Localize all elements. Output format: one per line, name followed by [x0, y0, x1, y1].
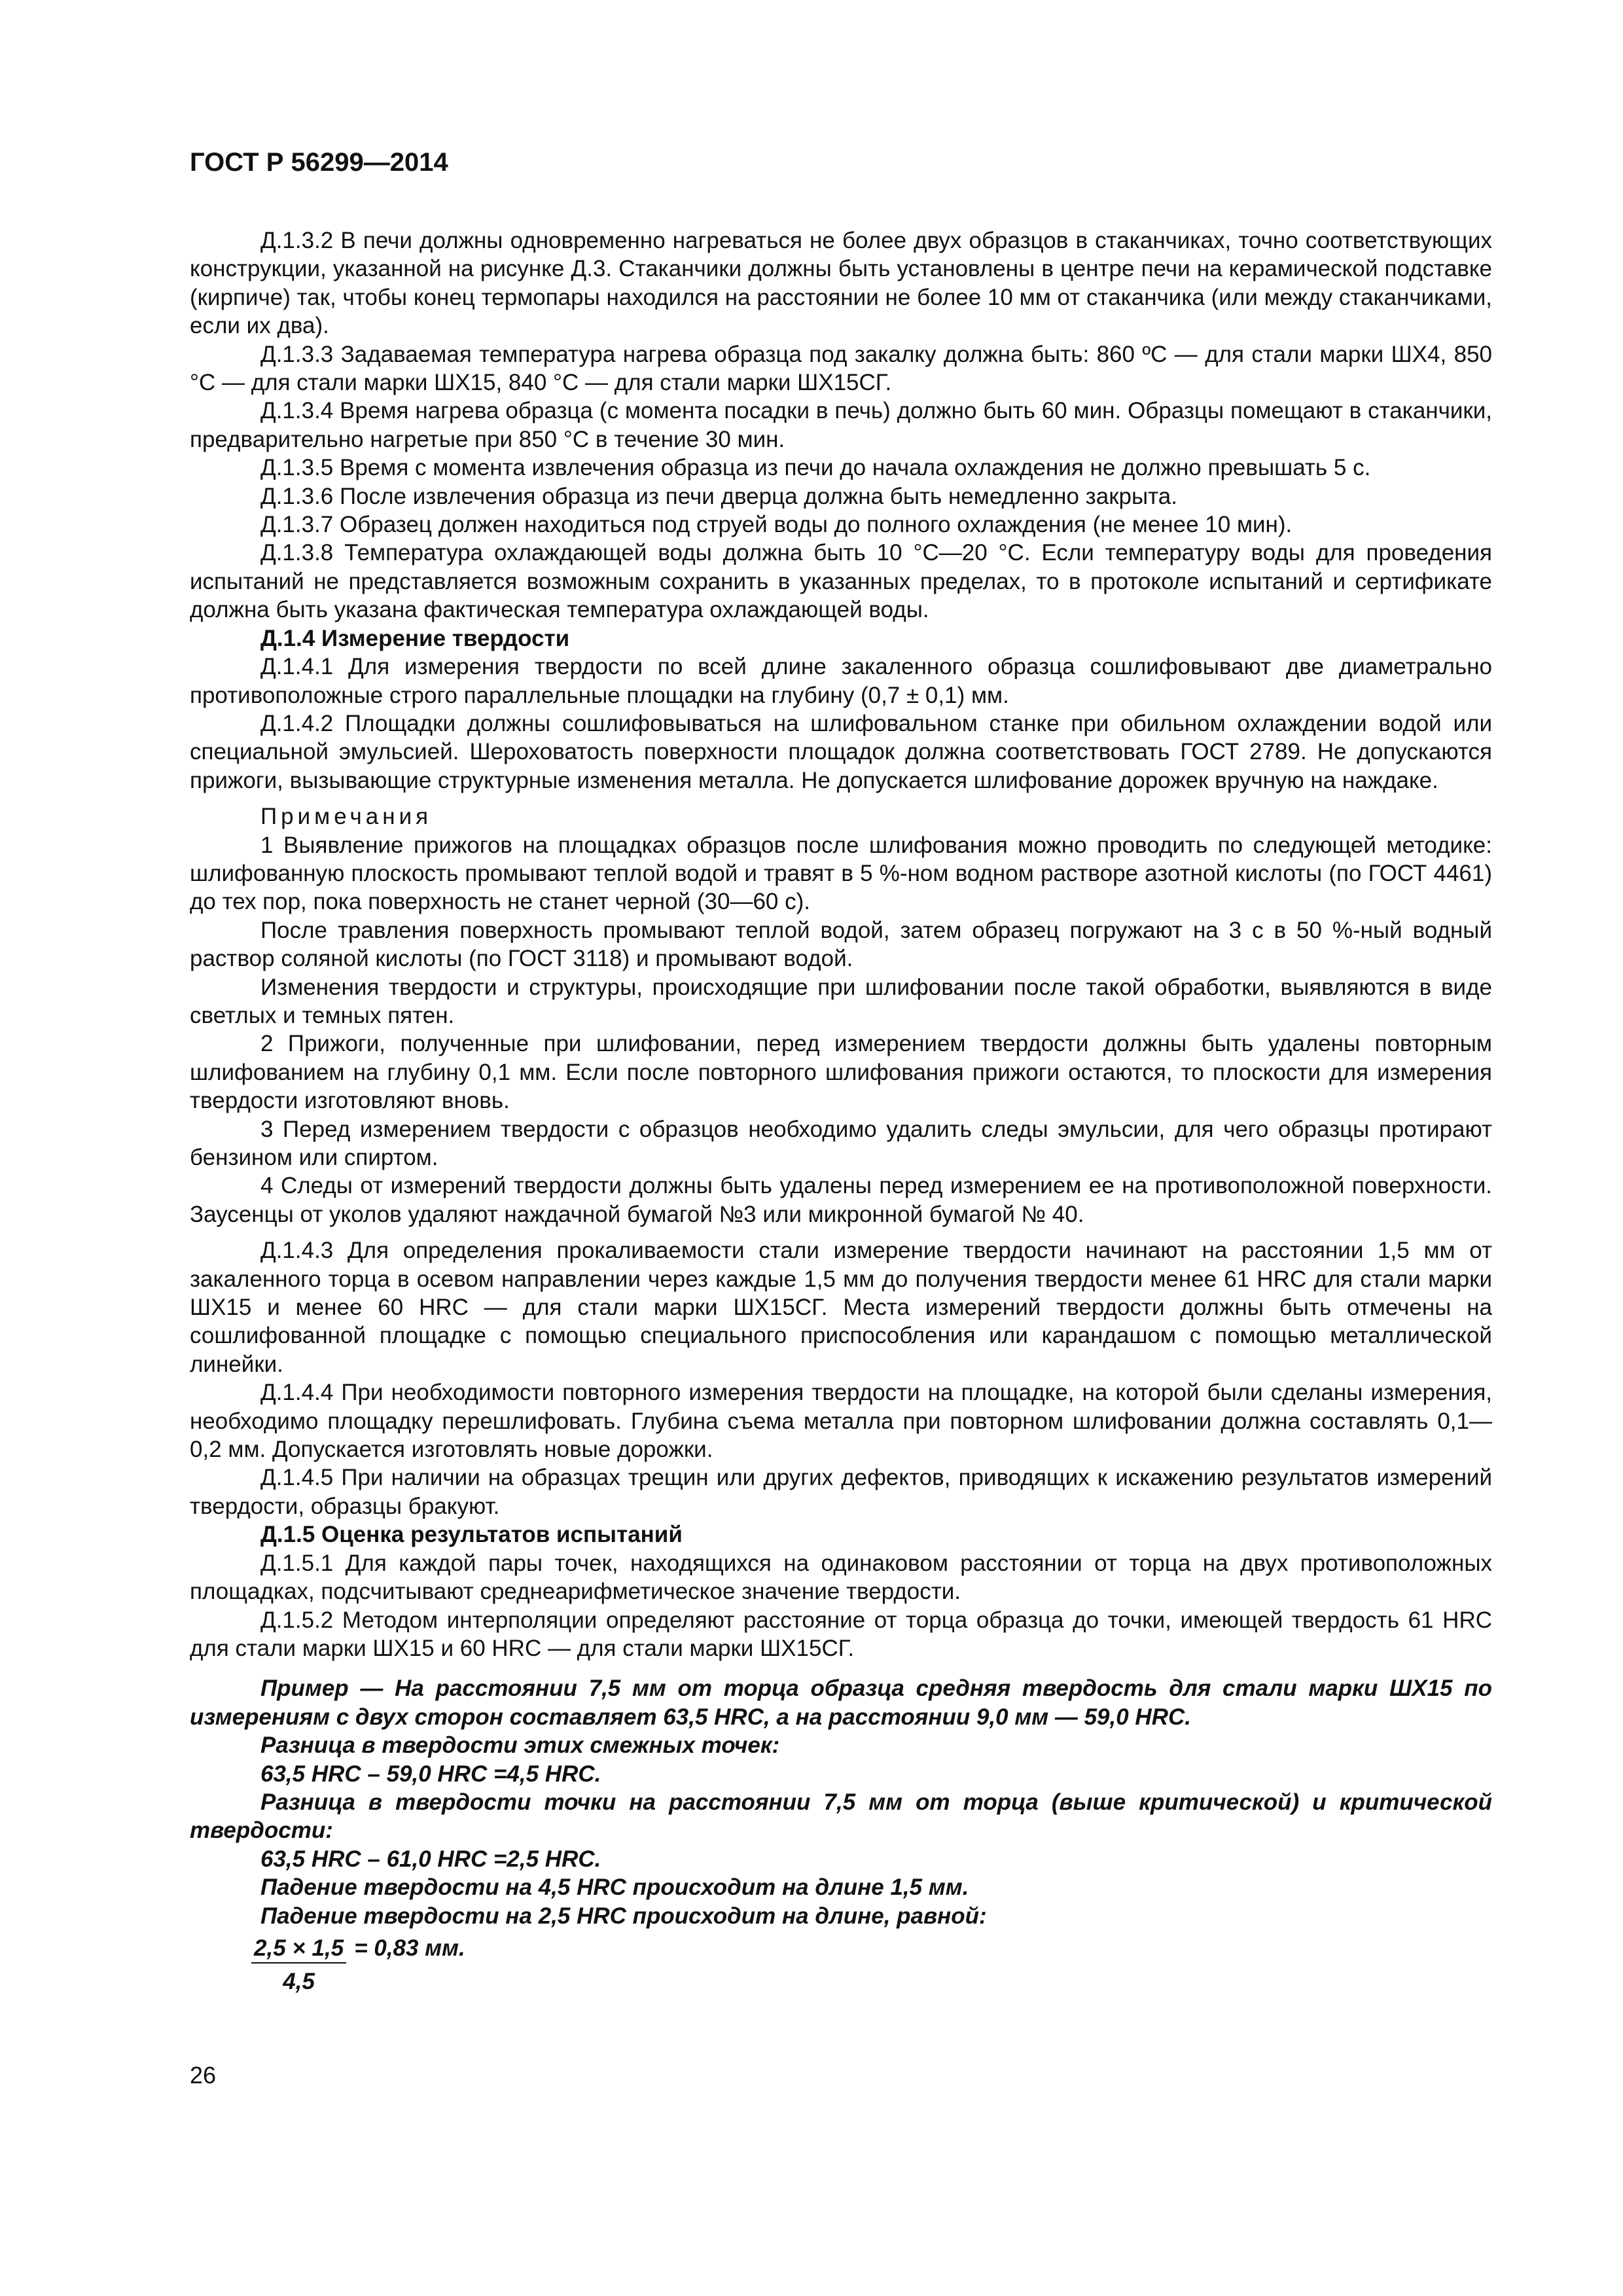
- paragraph-d-1-4-1: Д.1.4.1 Для измерения твердости по всей длине закаленного образца сошлифовывают две диаметрально противоположные строго параллельные площадки на глубину (0,7 ± 0,1) мм.: [190, 654, 1492, 708]
- example-line: 63,5 HRC – 61,0 HRC =2,5 HRC.: [260, 1846, 601, 1872]
- paragraph-d-1-3-3: Д.1.3.3 Задаваемая температура нагрева образца под закалку должна быть: 860 ºС — для стали марки ШХ4, 850 °С — для стали марки ШХ15, 840 °С — для стали марки ШХ15СГ.: [190, 341, 1492, 396]
- example-line: Падение твердости на 4,5 HRC происходит на длине 1,5 мм.: [260, 1874, 969, 1901]
- example-line: Разница в твердости этих смежных точек:: [260, 1732, 780, 1759]
- fraction-result: = 0,83 мм.: [354, 1935, 465, 1961]
- paragraph-d-1-3-8: Д.1.3.8 Температура охлаждающей воды должна быть 10 °С—20 °С. Если температуру воды для проведения испытаний не представляется возможным сохранить в указанных пределах, то в протоколе испытаний и сертификате должна быть указана фактическая температура охлаждающей воды.: [190, 540, 1492, 623]
- document-body: [190, 226, 1492, 1996]
- paragraph-d-1-5-2: Д.1.5.2 Методом интерполяции определяют расстояние от торца образца до точки, имеющей твердость 61 HRC для стали марки ШХ15 и 60 HRC — для стали марки ШХ15СГ.: [190, 1607, 1492, 1661]
- document-header: ГОСТ Р 56299—2014: [190, 148, 448, 177]
- note-3: 3 Перед измерением твердости с образцов необходимо удалить следы эмульсии, для чего образцы протирают бензином или спиртом.: [190, 1116, 1492, 1170]
- notes-title: Примечания: [260, 804, 433, 830]
- paragraph-d-1-4-2: Д.1.4.2 Площадки должны сошлифовываться на шлифовальном станке при обильном охлаждении водой или специальной эмульсией. Шероховатость поверхности площадок должна соответствовать ГОСТ 2789. Не допускаются прижоги, вызывающие структурные изменения металла. Не допускается шлифование дорожек вручную на наждаке.: [190, 710, 1492, 793]
- note-2: 2 Прижоги, полученные при шлифовании, перед измерением твердости должны быть удалены повторным шлифованием на глубину 0,1 мм. Если после повторного шлифования прижоги остаются, то плоскости для измерения твердости изготовляют вновь.: [190, 1031, 1492, 1114]
- example-line: Разница в твердости точки на расстоянии 7,5 мм от торца (выше критической) и критической твердости:: [190, 1789, 1492, 1844]
- note-1: 1 Выявление прижогов на площадках образцов после шлифования можно проводить по следующей методике: шлифованную плоскость промывают теплой водой и травят в 5 %-ном водном растворе азотной кислоты (по ГОСТ 4461) до тех пор, пока поверхность не станет черной (30—60 с).: [190, 832, 1492, 915]
- fraction-denominator: 4,5: [283, 1969, 315, 1995]
- paragraph-d-1-3-2: Д.1.3.2 В печи должны одновременно нагреваться не более двух образцов в стаканчиках, точно соответствующих конструкции, указанной на рисунке Д.3. Стаканчики должны быть установлены в центре печи на керамической подставке (кирпиче) так, чтобы конец термопары находился на расстоянии не более 10 мм от стаканчика (или между стаканчиками, если их два).: [190, 228, 1492, 339]
- paragraph-d-1-3-6: Д.1.3.6 После извлечения образца из печи дверца должна быть немедленно закрыта.: [260, 483, 1177, 509]
- paragraph-d-1-4-5: Д.1.4.5 При наличии на образцах трещин или других дефектов, приводящих к искажению результатов измерений твердости, образцы бракуют.: [190, 1465, 1492, 1519]
- paragraph-d-1-3-7: Д.1.3.7 Образец должен находиться под струей воды до полного охлаждения (не менее 10 мин).: [260, 512, 1293, 538]
- fraction-numerator: 2,5 × 1,5: [251, 1934, 346, 1964]
- fraction-formula: [190, 1934, 1492, 1996]
- paragraph-d-1-4-3: Д.1.4.3 Для определения прокаливаемости стали измерение твердости начинают на расстоянии 1,5 мм от закаленного торца в осевом направлении через каждые 1,5 мм до получения твердости менее 61 HRC для стали марки ШХ15 и менее 60 HRC — для стали марки ШХ15СГ. Места измерений твердости должны быть отмечены на сошлифованной площадке с помощью специального приспособления или карандашом с помощью металлической линейки.: [190, 1238, 1492, 1377]
- example-line: 63,5 HRC – 59,0 HRC =4,5 HRC.: [260, 1761, 601, 1787]
- paragraph-d-1-3-4: Д.1.3.4 Время нагрева образца (с момента посадки в печь) должно быть 60 мин. Образцы помещают в стаканчики, предварительно нагретые при 850 °С в течение 30 мин.: [190, 398, 1492, 452]
- section-heading-d-1-5: Д.1.5 Оценка результатов испытаний: [260, 1522, 683, 1548]
- paragraph-d-1-4-4: Д.1.4.4 При необходимости повторного измерения твердости на площадке, на которой были сделаны измерения, необходимо площадку перешлифовать. Глубина съема металла при повторном шлифовании должна составлять 0,1—0,2 мм. Допускается изготовлять новые дорожки.: [190, 1380, 1492, 1463]
- note-1-conclusion: Изменения твердости и структуры, происходящие при шлифовании после такой обработки, выявляются в виде светлых и темных пятен.: [190, 974, 1492, 1028]
- example-line: Падение твердости на 2,5 HRC происходит на длине, равной:: [260, 1903, 987, 1929]
- section-heading-d-1-4: Д.1.4 Измерение твердости: [260, 625, 570, 651]
- example-intro: Пример — На расстоянии 7,5 мм от торца образца средняя твердость для стали марки ШХ15 по измерениям с двух сторон составляет 63,5 HRC, а на расстоянии 9,0 мм — 59,0 HRC.: [190, 1676, 1492, 1730]
- paragraph-d-1-3-5: Д.1.3.5 Время с момента извлечения образца из печи до начала охлаждения не должно превышать 5 с.: [260, 455, 1371, 481]
- note-4: 4 Следы от измерений твердости должны быть удалены перед измерением ее на противоположной поверхности. Заусенцы от уколов удаляют наждачной бумагой №3 или микронной бумагой № 40.: [190, 1173, 1492, 1227]
- page-number: 26: [190, 2062, 217, 2089]
- paragraph-d-1-5-1: Д.1.5.1 Для каждой пары точек, находящихся на одинаковом расстоянии от торца на двух противоположных площадках, подсчитывают среднеарифметическое значение твердости.: [190, 1550, 1492, 1605]
- note-1-continued: После травления поверхность промывают теплой водой, затем образец погружают на 3 с в 50 %-ный водный раствор соляной кислоты (по ГОСТ 3118) и промывают водой.: [190, 917, 1492, 972]
- fraction: [251, 1934, 346, 1996]
